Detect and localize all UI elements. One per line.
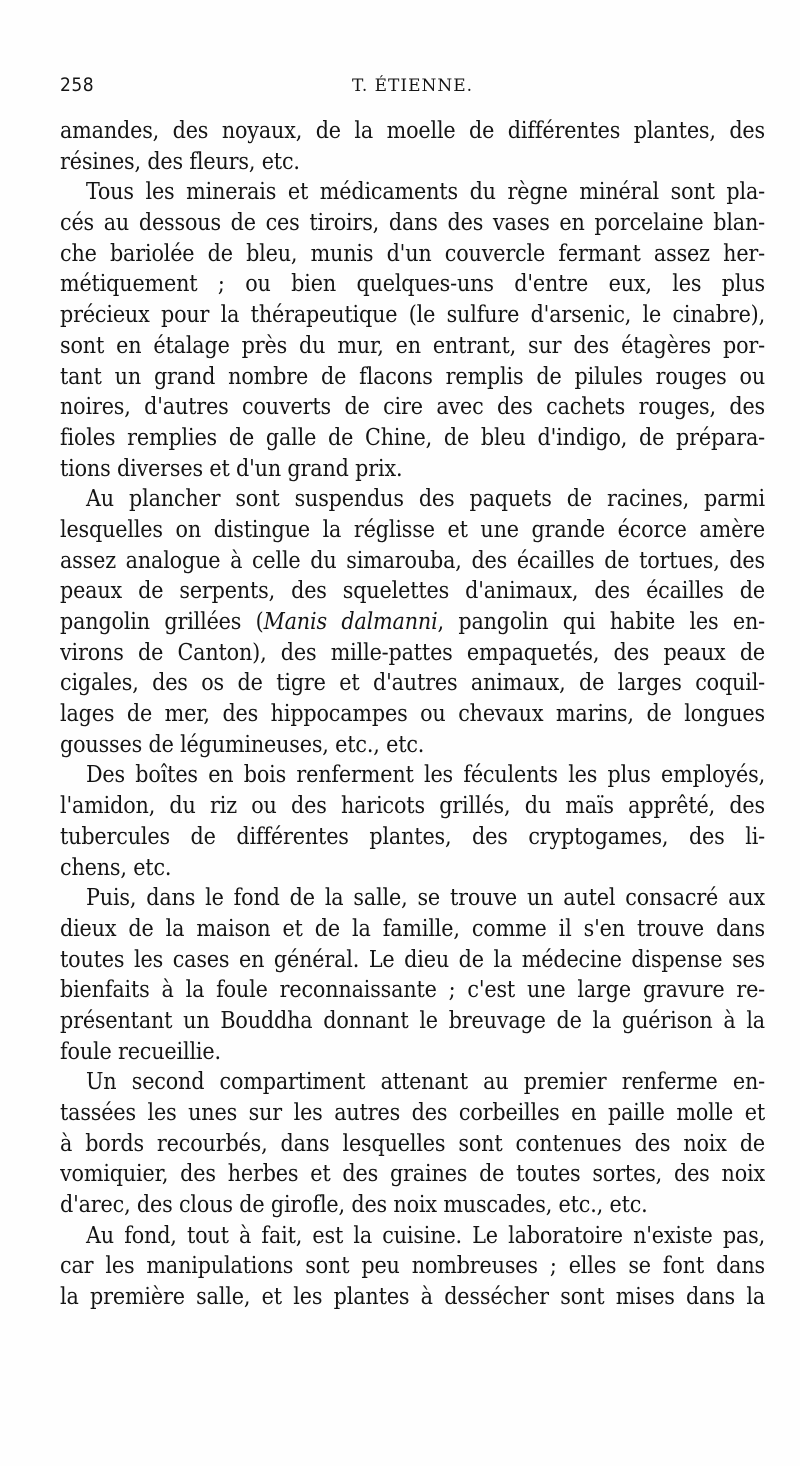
text-line: tions diverses et d'un grand prix. xyxy=(60,455,403,482)
text-line: Un second compartiment attenant au premier renferme en- xyxy=(86,1069,765,1096)
text-line: cés au dessous de ces tiroirs, dans des vases en porcelaine blan- xyxy=(60,210,765,237)
taxon-name: Manis dalmanni xyxy=(263,609,438,635)
text-line: car les manipulations sont peu nombreuses ; elles se font dans xyxy=(60,1253,765,1280)
text-line: présentant un Bouddha donnant le breuvage de la guérison à la xyxy=(60,1007,765,1034)
text-line: tant un grand nombre de flacons remplis de pilules rouges ou xyxy=(60,363,765,390)
text-line: vomiquier, des herbes et des graines de toutes sortes, des noix xyxy=(60,1161,765,1188)
text-line: lesquelles on distingue la réglisse et une grande écorce amère xyxy=(60,516,765,543)
text-line: assez analogue à celle du simarouba, des écailles de tortues, des xyxy=(60,547,765,574)
body-text xyxy=(60,116,765,1313)
text-line: noires, d'autres couverts de cire avec des cachets rouges, des xyxy=(60,394,765,421)
text-line: Au fond, tout à fait, est la cuisine. Le laboratoire n'existe pas, xyxy=(86,1222,765,1249)
text-line: Puis, dans le fond de la salle, se trouve un autel consacré aux xyxy=(86,885,765,912)
text-segment: pangolin grillées ( xyxy=(60,609,264,635)
text-line: fioles remplies de galle de Chine, de bleu d'indigo, de prépara- xyxy=(60,424,765,451)
text-line: toutes les cases en général. Le dieu de la médecine dispense ses xyxy=(60,946,765,973)
text-line: bienfaits à la foule reconnaissante ; c'est une large gravure re- xyxy=(60,977,765,1004)
text-line: tubercules de différentes plantes, des cryptogames, des li- xyxy=(60,823,765,850)
text-line: peaux de serpents, des squelettes d'animaux, des écailles de xyxy=(60,578,765,605)
text-line: l'amidon, du riz ou des haricots grillés, du maïs apprêté, des xyxy=(60,793,765,820)
text-line: chens, etc. xyxy=(60,854,172,881)
running-title: T. ÉTIENNE. xyxy=(352,76,474,96)
text-line: résines, des fleurs, etc. xyxy=(60,148,300,175)
text-line: Au plancher sont suspendus des paquets de racines, parmi xyxy=(86,486,765,513)
text-line: à bords recourbés, dans lesquelles sont contenues des noix de xyxy=(60,1130,765,1157)
text-line: virons de Canton), des mille-pattes empaquetés, des peaux de xyxy=(60,639,765,666)
text-segment: , pangolin qui habite les en- xyxy=(437,609,765,635)
text-line: gousses de légumineuses, etc., etc. xyxy=(60,731,425,758)
text-line: sont en étalage près du mur, en entrant, sur des étagères por- xyxy=(60,332,765,359)
page-number: 258 xyxy=(60,74,95,96)
text-line: foule recueillie. xyxy=(60,1038,221,1065)
text-line: lages de mer, des hippocampes ou chevaux marins, de longues xyxy=(60,701,765,728)
text-line: tassées les unes sur les autres des corbeilles en paille molle et xyxy=(60,1100,765,1126)
text-line: la première salle, et les plantes à dessécher sont mises dans la xyxy=(60,1284,765,1311)
text-line: amandes, des noyaux, de la moelle de différentes plantes, des xyxy=(60,118,765,144)
text-line: cigales, des os de tigre et d'autres animaux, de larges coquil- xyxy=(60,670,765,697)
text-line-with-taxon xyxy=(60,607,765,638)
text-line: Tous les minerais et médicaments du règne minéral sont pla- xyxy=(86,179,765,206)
text-line: che bariolée de bleu, munis d'un couvercle fermant assez her- xyxy=(60,240,765,267)
text-line: précieux pour la thérapeutique (le sulfure d'arsenic, le cinabre), xyxy=(60,302,765,329)
text-line: Des boîtes en bois renferment les féculents les plus employés, xyxy=(86,762,765,789)
text-line: métiquement ; ou bien quelques-uns d'entre eux, les plus xyxy=(60,271,765,298)
text-line: d'arec, des clous de girofle, des noix muscades, etc., etc. xyxy=(60,1192,648,1219)
text-line: dieux de la maison et de la famille, comme il s'en trouve dans xyxy=(60,915,765,942)
page-header xyxy=(60,74,765,104)
